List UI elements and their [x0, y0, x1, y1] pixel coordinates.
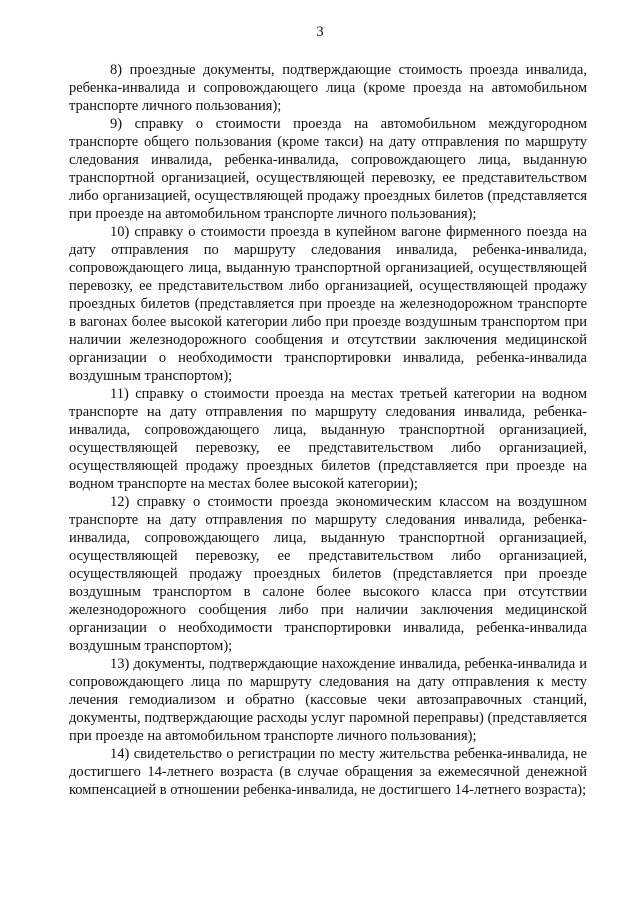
list-item-9: 9) справку о стоимости проезда на автомобильном междугородном транспорте общего пользования (кроме такси) на дату отправления по маршруту следования инвалида, ребенка-инвалида, сопровождающего лица, выданную транспортной организацией, осуществляющей перевозку, ее представительством либо организацией, осуществляющей продажу проездных билетов (представляется при проезде на автомобильном транспорте личного пользования); — [69, 116, 587, 222]
list-item-10: 10) справку о стоимости проезда в купейном вагоне фирменного поезда на дату отправления по маршруту следования инвалида, ребенка-инвалида, сопровождающего лица, выданную транспортной организацией, осуществляющей перевозку, ее представительством либо организацией, осуществляющей продажу проездных билетов (представляется при проезде на железнодорожном транспорте в вагонах более высокой категории либо при проезде воздушным транспортом при наличии железнодорожного сообщения и отсутствии заключения медицинской организации о необходимости транспортировки инвалида, ребенка-инвалида воздушным транспортом); — [69, 224, 587, 384]
page-number: 3 — [316, 24, 324, 40]
list-item-14: 14) свидетельство о регистрации по месту жительства ребенка-инвалида, не достигшего 14-летнего возраста (в случае обращения за ежемесячной денежной компенсацией в отношении ребенка-инвалида, не достигшего 14-летнего возраста); — [69, 746, 587, 798]
list-item-8: 8) проездные документы, подтверждающие стоимость проезда инвалида, ребенка-инвалида и сопровождающего лица (кроме проезда на автомобильном транспорте личного пользования); — [69, 62, 587, 114]
document-body — [69, 61, 587, 799]
list-item-11: 11) справку о стоимости проезда на местах третьей категории на водном транспорте на дату отправления по маршруту следования инвалида, ребенка-инвалида, сопровождающего лица, выданную транспортной организацией, осуществляющей перевозку, ее представительством либо организацией, осуществляющей продажу проездных билетов (представляется при проезде на водном транспорте на местах более высокой категории); — [69, 386, 587, 492]
list-item-12: 12) справку о стоимости проезда экономическим классом на воздушном транспорте на дату отправления по маршруту следования инвалида, ребенка-инвалида, сопровождающего лица, выданную транспортной организацией, осуществляющей перевозку, ее представительством либо организацией, осуществляющей продажу проездных билетов (представляется при проезде воздушным транспортом в салоне более высокого класса при отсутствии железнодорожного сообщения либо при наличии заключения медицинской организации о необходимости транспортировки инвалида, ребенка-инвалида воздушным транспортом); — [69, 494, 587, 654]
list-item-13: 13) документы, подтверждающие нахождение инвалида, ребенка-инвалида и сопровождающего лица по маршруту следования на дату отправления к месту лечения гемодиализом и обратно (кассовые чеки автозаправочных станций, документы, подтверждающие расходы услуг паромной переправы) (представляется при проезде на автомобильном транспорте личного пользования); — [69, 656, 587, 744]
